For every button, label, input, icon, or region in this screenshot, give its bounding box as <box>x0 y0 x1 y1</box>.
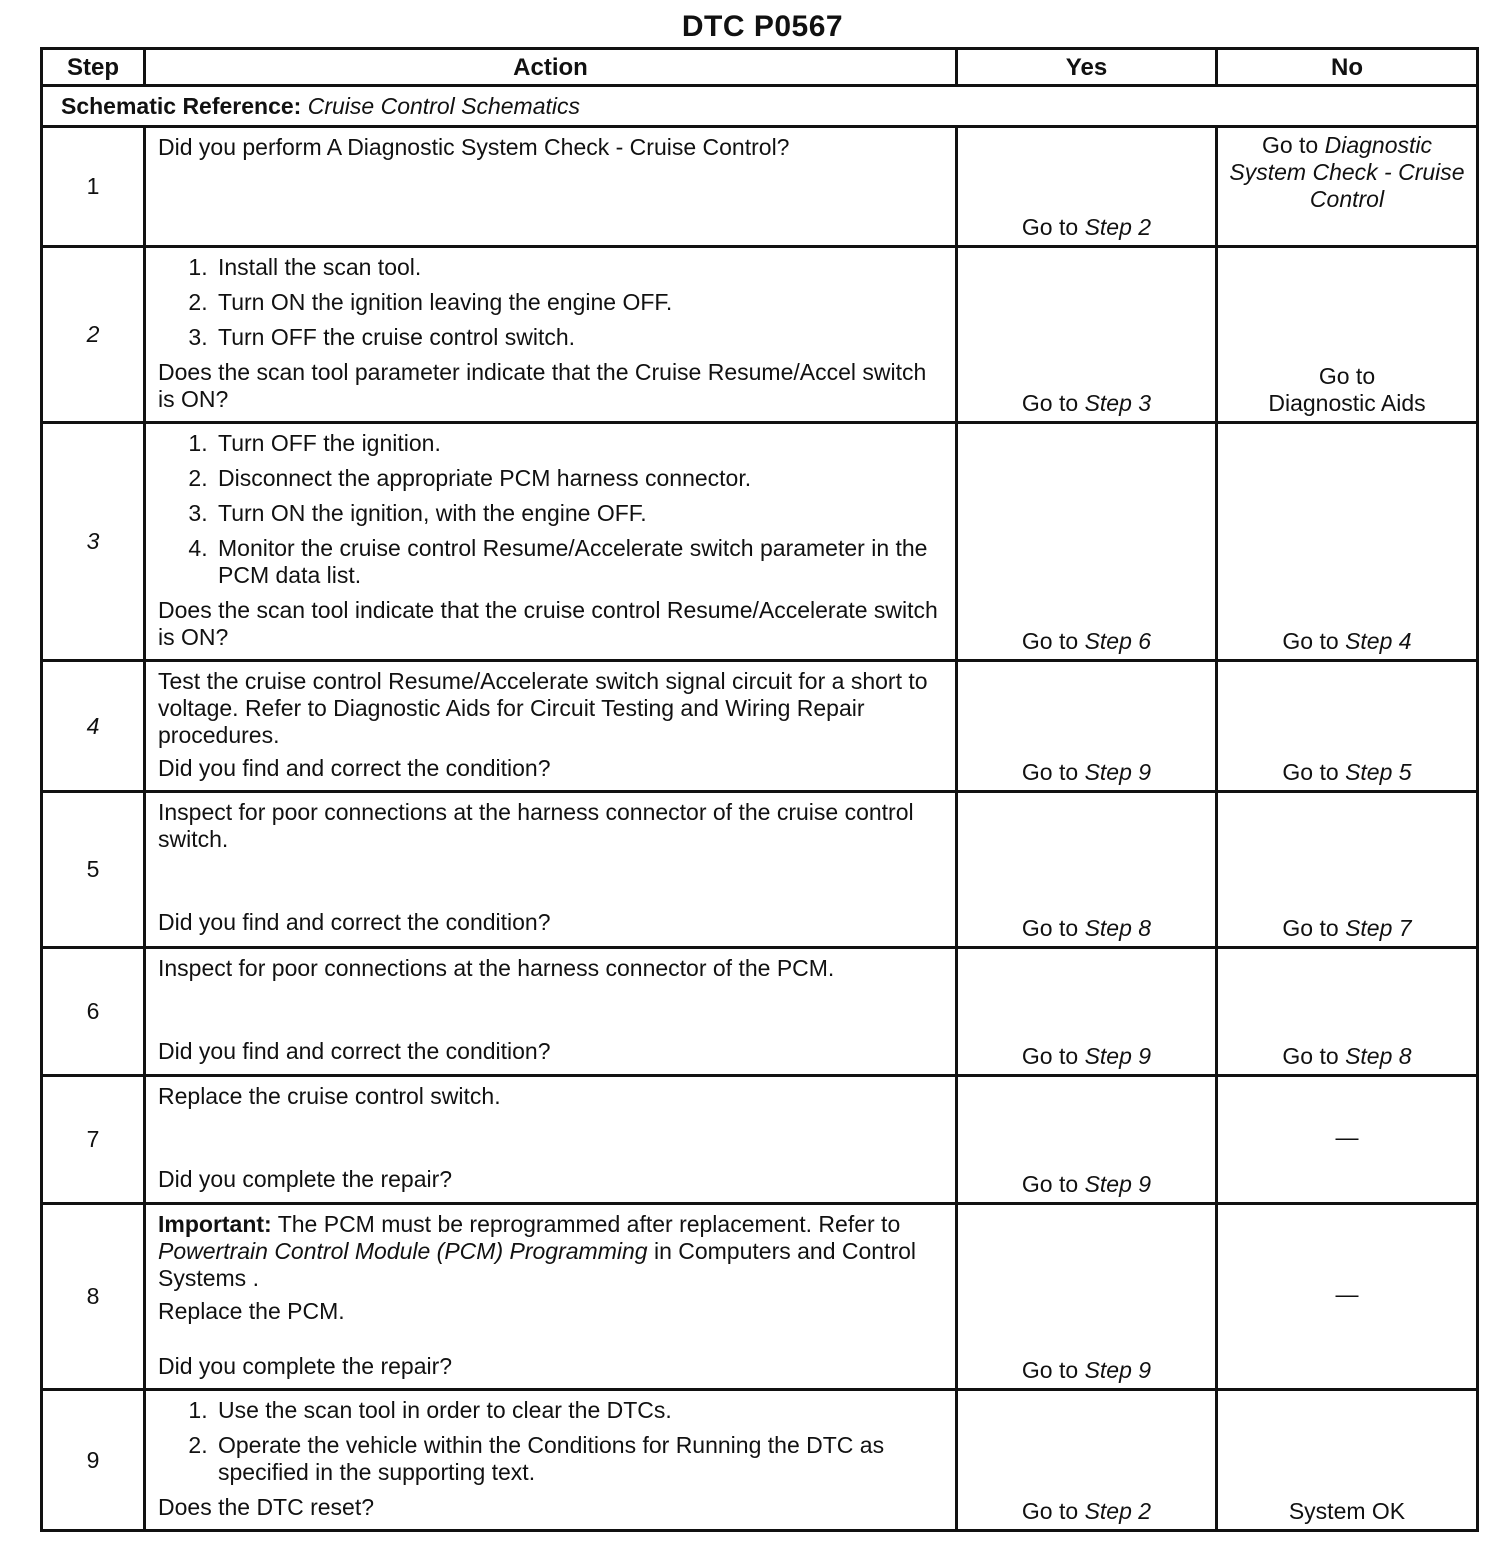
step-number: 2 <box>42 247 145 423</box>
action-list <box>158 254 943 351</box>
important-text: The PCM must be reprogrammed after replacement. Refer to <box>277 1211 901 1237</box>
no-cell: System OK <box>1217 1390 1478 1531</box>
table-row <box>42 948 1478 1076</box>
no-prefix: Go to <box>1282 759 1339 785</box>
action-question: Does the scan tool parameter indicate that the Cruise Resume/Accel switch is ON? <box>158 359 927 412</box>
yes-link[interactable]: Step 2 <box>1084 1498 1152 1524</box>
action-list <box>158 430 943 589</box>
yes-link[interactable]: Step 6 <box>1084 628 1152 654</box>
yes-cell <box>957 1204 1217 1390</box>
table-row <box>42 1204 1478 1390</box>
no-prefix: Go to <box>1282 628 1339 654</box>
no-link[interactable]: Diagnostic Aids <box>1268 390 1426 416</box>
action-text: Replace the cruise control switch. <box>158 1083 501 1109</box>
no-cell <box>1217 247 1478 423</box>
action-cell <box>145 792 957 948</box>
table-row <box>42 127 1478 247</box>
action-cell <box>145 127 957 247</box>
yes-prefix: Go to <box>1021 759 1079 785</box>
action-cell <box>145 247 957 423</box>
yes-prefix: Go to <box>1021 390 1079 416</box>
action-item: 1. Turn OFF the ignition. <box>214 430 943 457</box>
action-question: Did you perform A Diagnostic System Check - Cruise Control? <box>158 134 790 160</box>
step-number: 1 <box>42 127 145 247</box>
yes-link[interactable]: Step 9 <box>1084 759 1152 785</box>
schematic-label: Schematic Reference: <box>61 92 302 119</box>
action-item: 1. Use the scan tool in order to clear the DTCs. <box>214 1397 943 1424</box>
action-item: 3. Turn OFF the cruise control switch. <box>214 324 943 351</box>
yes-cell <box>957 661 1217 792</box>
step-number: 6 <box>42 948 145 1076</box>
important-reference-link[interactable]: Powertrain Control Module (PCM) Programming <box>158 1238 648 1264</box>
yes-link[interactable]: Step 9 <box>1084 1171 1152 1197</box>
no-cell <box>1217 948 1478 1076</box>
action-cell <box>145 661 957 792</box>
yes-link[interactable]: Step 8 <box>1084 915 1152 941</box>
important-note <box>158 1211 943 1292</box>
yes-link[interactable]: Step 9 <box>1084 1357 1152 1383</box>
no-link[interactable]: Diagnostic System Check - Cruise Control <box>1229 132 1465 212</box>
table-row <box>42 1390 1478 1531</box>
yes-prefix: Go to <box>1021 1498 1079 1524</box>
action-item: 2. Turn ON the ignition leaving the engine OFF. <box>214 289 943 316</box>
action-list <box>158 1397 943 1486</box>
yes-prefix: Go to <box>1021 1043 1079 1069</box>
no-cell <box>1217 792 1478 948</box>
yes-link[interactable]: Step 2 <box>1084 214 1152 240</box>
yes-link[interactable]: Step 3 <box>1084 390 1152 416</box>
yes-cell <box>957 423 1217 661</box>
no-cell: — <box>1217 1204 1478 1390</box>
step-number: 9 <box>42 1390 145 1531</box>
action-text: Inspect for poor connections at the harness connector of the PCM. <box>158 955 835 981</box>
yes-cell <box>957 127 1217 247</box>
header-action: Action <box>145 49 957 86</box>
no-cell: — <box>1217 1076 1478 1204</box>
yes-prefix: Go to <box>1021 214 1079 240</box>
no-cell <box>1217 661 1478 792</box>
diagnostic-table <box>40 47 1479 1532</box>
schematic-link[interactable]: Cruise Control Schematics <box>307 92 580 119</box>
action-text: Inspect for poor connections at the harness connector of the cruise control switch. <box>158 799 914 852</box>
no-prefix: Go to <box>1318 363 1376 389</box>
yes-cell <box>957 247 1217 423</box>
yes-prefix: Go to <box>1021 628 1079 654</box>
action-cell <box>145 1076 957 1204</box>
schematic-reference <box>42 86 1478 127</box>
action-question: Did you complete the repair? <box>158 1353 453 1379</box>
header-no: No <box>1217 49 1478 86</box>
yes-cell <box>957 1390 1217 1531</box>
header-step: Step <box>42 49 145 86</box>
step-number: 8 <box>42 1204 145 1390</box>
action-item: 3. Turn ON the ignition, with the engine OFF. <box>214 500 943 527</box>
action-cell <box>145 1390 957 1531</box>
important-tail: in Computers and Control Systems . <box>158 1238 917 1291</box>
no-link[interactable]: Step 4 <box>1345 628 1412 654</box>
table-row <box>42 1076 1478 1204</box>
step-number: 4 <box>42 661 145 792</box>
page-title: DTC P0567 <box>681 10 844 43</box>
yes-cell <box>957 948 1217 1076</box>
yes-prefix: Go to <box>1021 1171 1079 1197</box>
action-item: 4. Monitor the cruise control Resume/Accelerate switch parameter in the PCM data list. <box>214 535 943 589</box>
header-row <box>42 49 1478 86</box>
action-question: Did you find and correct the condition? <box>158 755 551 781</box>
action-text: Test the cruise control Resume/Accelerate switch signal circuit for a short to voltage. Refer to Diagnostic Aids for Circuit Testing and Wiring Repair procedures. <box>158 668 928 748</box>
important-label: Important: <box>158 1211 272 1237</box>
action-question: Did you find and correct the condition? <box>158 909 551 935</box>
table-row <box>42 792 1478 948</box>
action-question: Did you find and correct the condition? <box>158 1038 551 1064</box>
yes-prefix: Go to <box>1021 1357 1079 1383</box>
action-question: Does the DTC reset? <box>158 1494 375 1520</box>
action-question: Does the scan tool indicate that the cruise control Resume/Accelerate switch is ON? <box>158 597 938 650</box>
step-number: 7 <box>42 1076 145 1204</box>
table-row <box>42 661 1478 792</box>
yes-cell <box>957 1076 1217 1204</box>
no-link[interactable]: Step 8 <box>1345 1043 1412 1069</box>
action-item: 2. Operate the vehicle within the Conditions for Running the DTC as specified in the supporting text. <box>214 1432 943 1486</box>
action-cell <box>145 423 957 661</box>
action-question: Did you complete the repair? <box>158 1166 453 1192</box>
no-prefix: Go to <box>1282 1043 1339 1069</box>
no-cell <box>1217 423 1478 661</box>
action-cell <box>145 1204 957 1390</box>
action-item: 2. Disconnect the appropriate PCM harness connector. <box>214 465 943 492</box>
header-yes: Yes <box>957 49 1217 86</box>
yes-link[interactable]: Step 9 <box>1084 1043 1152 1069</box>
no-prefix: Go to <box>1282 915 1339 941</box>
yes-cell <box>957 792 1217 948</box>
no-link[interactable]: Step 7 <box>1345 915 1412 941</box>
action-text: Replace the PCM. <box>158 1298 345 1324</box>
no-link[interactable]: Step 5 <box>1345 759 1412 785</box>
no-prefix: Go to <box>1261 132 1319 158</box>
action-cell <box>145 948 957 1076</box>
table-row <box>42 423 1478 661</box>
no-cell <box>1217 127 1478 247</box>
step-number: 3 <box>42 423 145 661</box>
step-number: 5 <box>42 792 145 948</box>
action-item: 1. Install the scan tool. <box>214 254 943 281</box>
schematic-row <box>42 86 1478 127</box>
table-row <box>42 247 1478 423</box>
yes-prefix: Go to <box>1021 915 1079 941</box>
